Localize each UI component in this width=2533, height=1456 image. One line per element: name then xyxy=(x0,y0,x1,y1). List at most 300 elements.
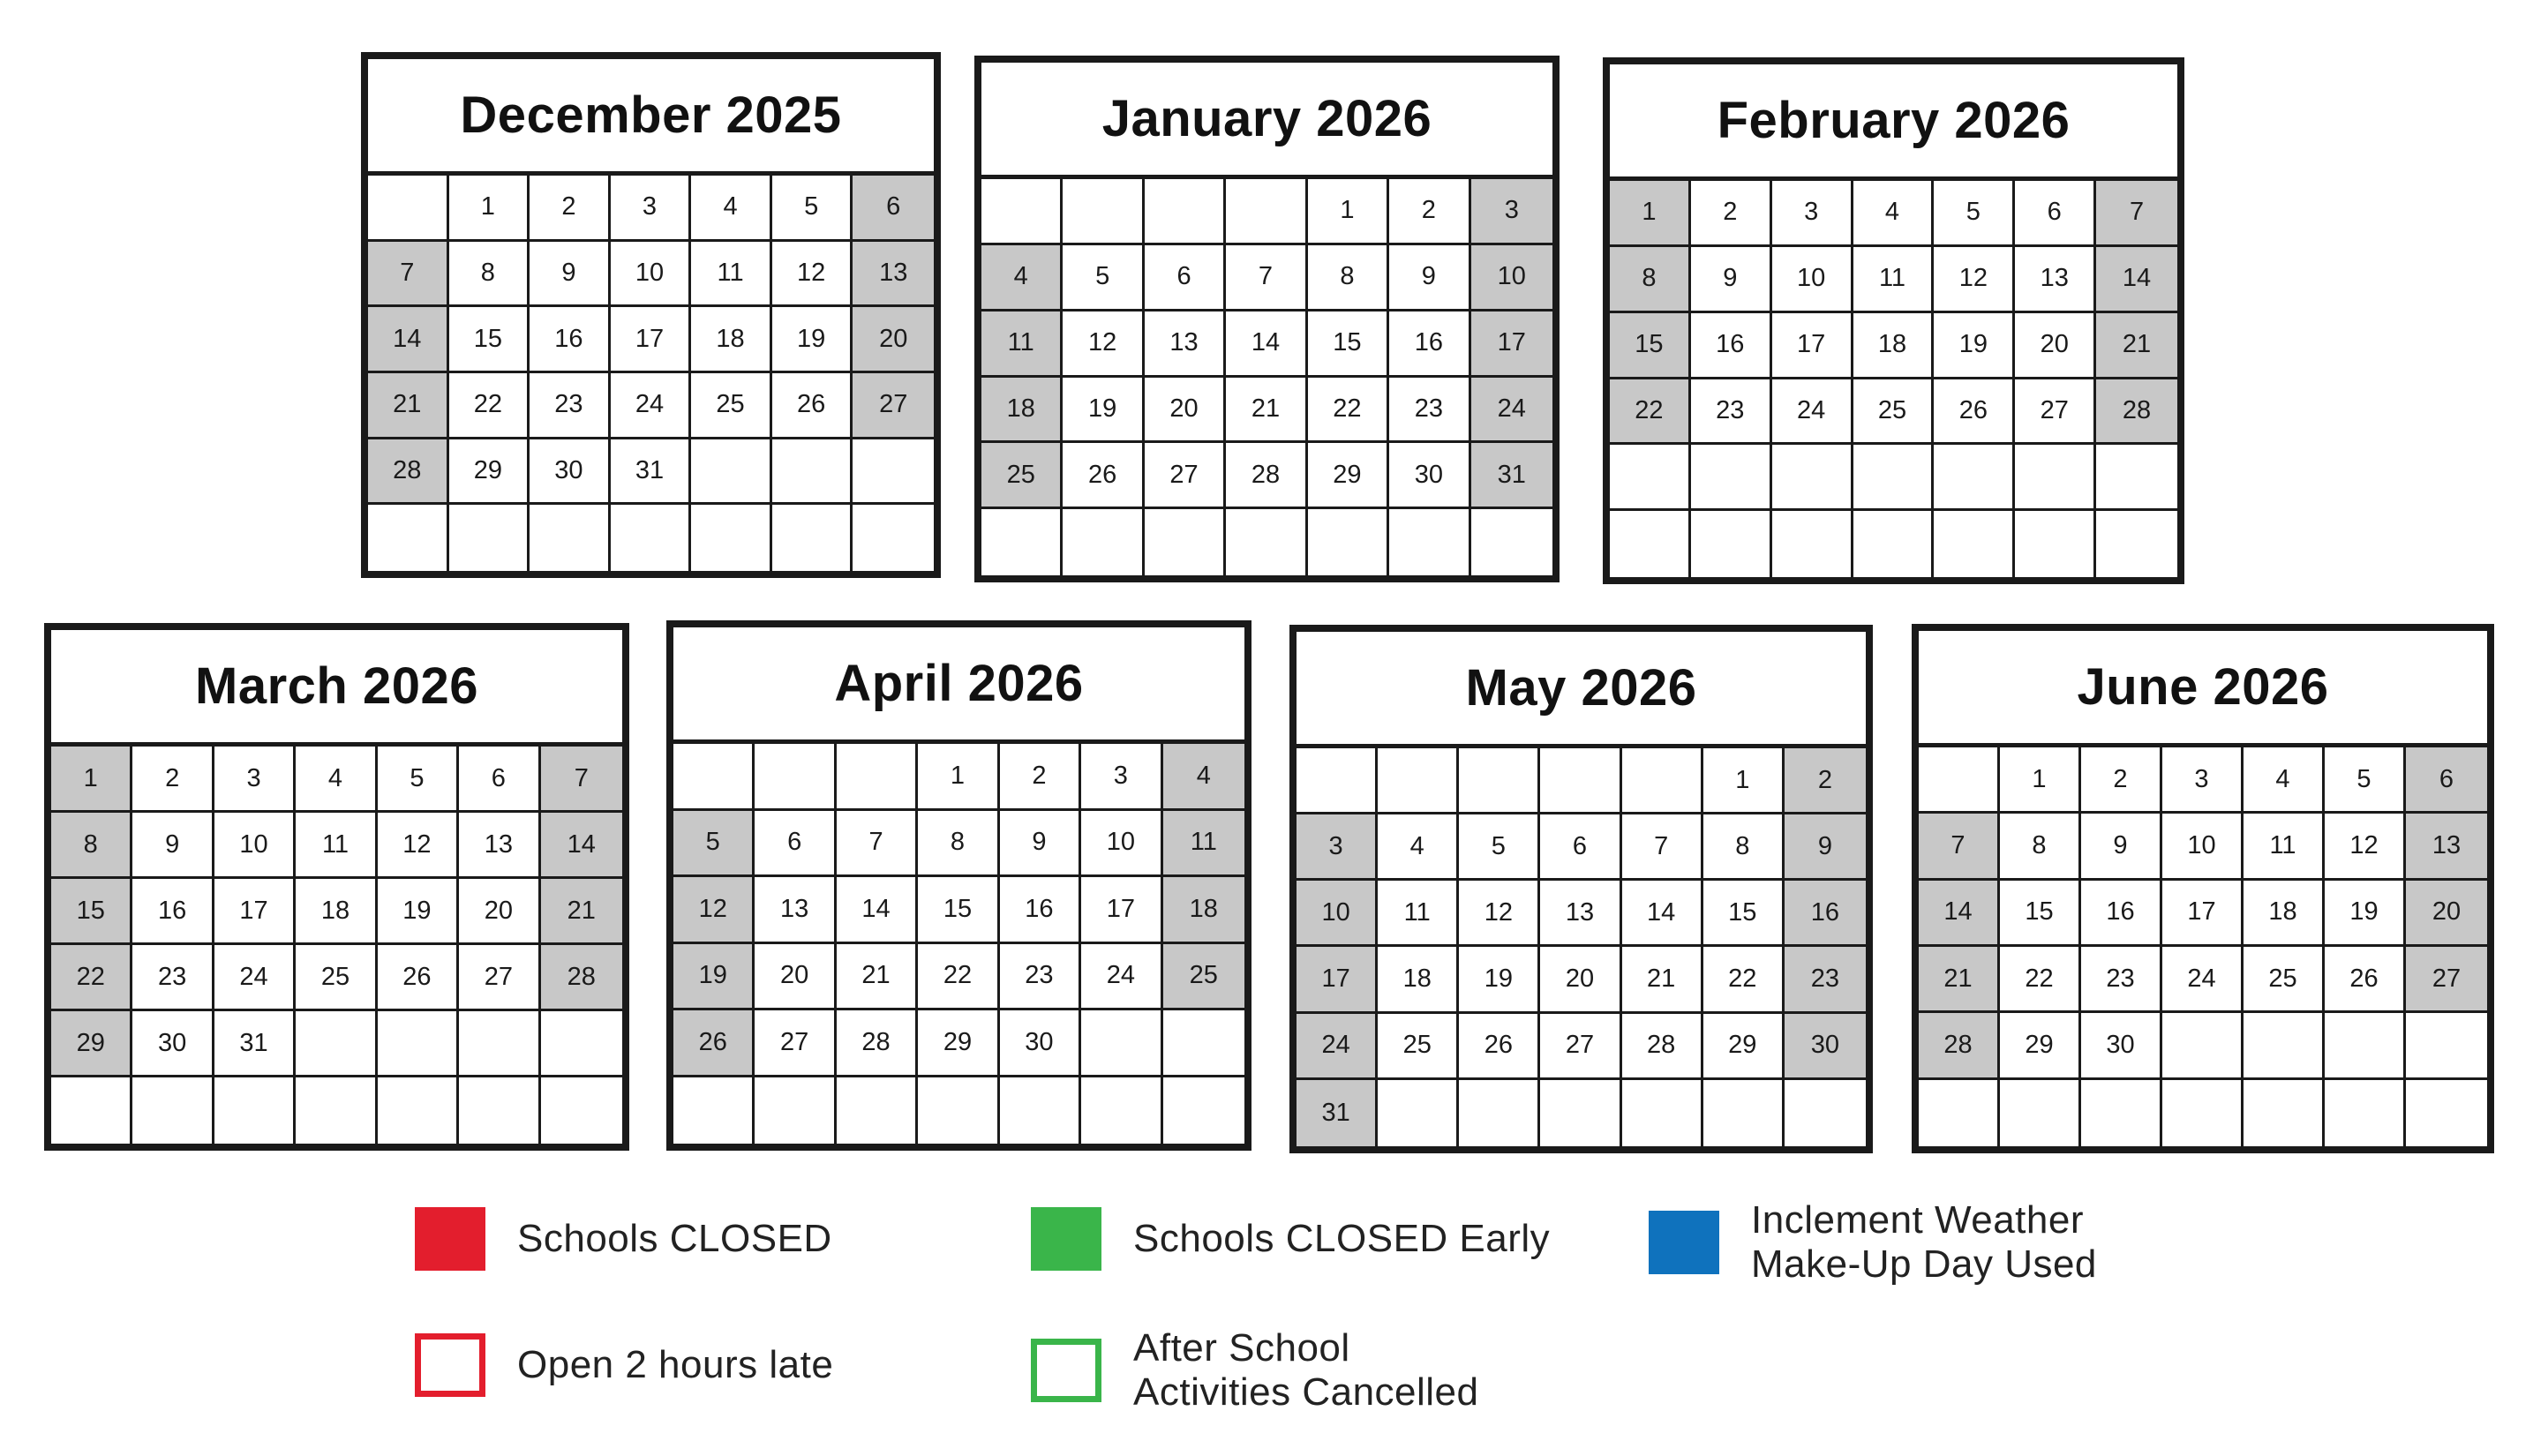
day-grid xyxy=(981,179,1552,575)
day-cell: 18 xyxy=(1853,313,1935,379)
legend-label: Open 2 hours late xyxy=(517,1343,834,1386)
empty-cell xyxy=(296,1011,377,1077)
empty-cell xyxy=(1934,511,2015,577)
day-cell: 1 xyxy=(2000,747,2081,814)
legend-swatch-closed-early xyxy=(1031,1207,1101,1271)
day-cell: 17 xyxy=(214,879,296,945)
empty-cell xyxy=(530,505,611,571)
empty-cell xyxy=(1063,509,1144,575)
day-cell: 29 xyxy=(918,1010,999,1077)
day-cell: 8 xyxy=(2000,814,2081,880)
day-cell: 23 xyxy=(530,373,611,439)
empty-cell xyxy=(1226,509,1307,575)
day-cell: 17 xyxy=(611,307,692,373)
day-cell: 24 xyxy=(1297,1014,1378,1080)
empty-cell xyxy=(837,744,918,811)
day-cell: 3 xyxy=(214,747,296,813)
day-cell: 28 xyxy=(1622,1014,1703,1080)
empty-cell xyxy=(673,744,755,811)
day-cell: 30 xyxy=(1000,1010,1081,1077)
day-cell: 21 xyxy=(837,944,918,1011)
day-cell: 14 xyxy=(2096,247,2177,313)
day-cell: 19 xyxy=(1934,313,2015,379)
day-cell: 30 xyxy=(2081,1013,2162,1079)
day-cell: 31 xyxy=(214,1011,296,1077)
day-cell: 22 xyxy=(918,944,999,1011)
empty-cell xyxy=(1145,509,1226,575)
day-cell: 14 xyxy=(837,877,918,944)
empty-cell xyxy=(1226,179,1307,245)
day-cell: 11 xyxy=(1163,811,1244,878)
day-cell: 19 xyxy=(673,944,755,1011)
empty-cell xyxy=(2162,1013,2244,1079)
empty-cell xyxy=(2406,1013,2487,1079)
day-cell: 3 xyxy=(1471,179,1552,245)
day-cell: 25 xyxy=(1378,1014,1459,1080)
empty-cell xyxy=(673,1077,755,1145)
day-cell: 13 xyxy=(755,877,836,944)
day-cell: 25 xyxy=(981,443,1063,509)
empty-cell xyxy=(1163,1010,1244,1077)
legend-inclement xyxy=(1649,1198,2097,1287)
calendar-month xyxy=(974,56,1560,582)
day-cell: 15 xyxy=(449,307,530,373)
day-cell: 24 xyxy=(1772,379,1853,446)
day-cell: 27 xyxy=(1540,1014,1621,1080)
day-cell: 8 xyxy=(1703,814,1785,881)
empty-cell xyxy=(2162,1080,2244,1146)
day-cell: 29 xyxy=(449,439,530,506)
day-cell: 3 xyxy=(1297,814,1378,881)
empty-cell xyxy=(1919,1080,2000,1146)
day-cell: 12 xyxy=(673,877,755,944)
day-cell: 27 xyxy=(459,945,540,1011)
day-cell: 12 xyxy=(1063,311,1144,378)
empty-cell xyxy=(378,1077,459,1144)
day-cell: 15 xyxy=(51,879,132,945)
empty-cell xyxy=(2244,1080,2325,1146)
day-cell: 7 xyxy=(1622,814,1703,881)
calendar-month xyxy=(1912,624,2494,1153)
month-title: April 2026 xyxy=(673,627,1244,744)
legend-after-school xyxy=(1031,1326,1479,1415)
day-cell: 31 xyxy=(1297,1080,1378,1146)
empty-cell xyxy=(51,1077,132,1144)
day-cell: 4 xyxy=(296,747,377,813)
day-cell: 7 xyxy=(1919,814,2000,880)
day-cell: 19 xyxy=(378,879,459,945)
month-title: March 2026 xyxy=(51,630,622,747)
day-cell: 9 xyxy=(1785,814,1866,881)
day-cell: 22 xyxy=(2000,947,2081,1013)
empty-cell xyxy=(1785,1080,1866,1146)
day-cell: 17 xyxy=(1471,311,1552,378)
day-cell: 18 xyxy=(691,307,772,373)
day-cell: 5 xyxy=(1934,181,2015,247)
day-cell: 27 xyxy=(2406,947,2487,1013)
day-cell: 10 xyxy=(214,813,296,879)
day-cell: 18 xyxy=(2244,881,2325,947)
day-cell: 17 xyxy=(1772,313,1853,379)
day-grid xyxy=(673,744,1244,1144)
empty-cell xyxy=(1471,509,1552,575)
empty-cell xyxy=(2244,1013,2325,1079)
empty-cell xyxy=(1389,509,1470,575)
day-cell: 11 xyxy=(981,311,1063,378)
empty-cell xyxy=(1622,748,1703,814)
day-cell: 24 xyxy=(611,373,692,439)
day-cell: 30 xyxy=(1389,443,1470,509)
day-cell: 25 xyxy=(691,373,772,439)
day-cell: 21 xyxy=(2096,313,2177,379)
day-cell: 16 xyxy=(2081,881,2162,947)
day-cell: 16 xyxy=(530,307,611,373)
day-cell: 22 xyxy=(51,945,132,1011)
day-cell: 30 xyxy=(530,439,611,506)
day-cell: 15 xyxy=(1610,313,1691,379)
day-grid xyxy=(1610,181,2177,577)
legend-open-late xyxy=(415,1333,833,1397)
empty-cell xyxy=(772,439,853,506)
day-cell: 22 xyxy=(1610,379,1691,446)
day-cell: 16 xyxy=(1389,311,1470,378)
day-cell: 26 xyxy=(1459,1014,1540,1080)
day-cell: 28 xyxy=(541,945,622,1011)
day-cell: 10 xyxy=(1081,811,1162,878)
empty-cell xyxy=(2325,1080,2406,1146)
empty-cell xyxy=(1703,1080,1785,1146)
day-cell: 2 xyxy=(1000,744,1081,811)
day-cell: 20 xyxy=(2406,881,2487,947)
day-cell: 23 xyxy=(1000,944,1081,1011)
day-cell: 4 xyxy=(691,176,772,242)
day-cell: 14 xyxy=(1919,881,2000,947)
legend-swatch-open-late xyxy=(415,1333,485,1397)
empty-cell xyxy=(981,179,1063,245)
legend-closed-early xyxy=(1031,1207,1550,1271)
day-grid xyxy=(51,747,622,1144)
day-cell: 7 xyxy=(837,811,918,878)
day-cell: 24 xyxy=(1471,378,1552,444)
day-cell: 30 xyxy=(132,1011,214,1077)
empty-cell xyxy=(296,1077,377,1144)
empty-cell xyxy=(1853,511,1935,577)
day-cell: 7 xyxy=(1226,245,1307,311)
empty-cell xyxy=(853,505,934,571)
day-cell: 5 xyxy=(2325,747,2406,814)
empty-cell xyxy=(1308,509,1389,575)
day-cell: 7 xyxy=(368,242,449,308)
day-cell: 10 xyxy=(2162,814,2244,880)
day-cell: 13 xyxy=(1145,311,1226,378)
day-cell: 8 xyxy=(51,813,132,879)
day-cell: 9 xyxy=(132,813,214,879)
day-cell: 17 xyxy=(1297,947,1378,1013)
legend-line: Activities Cancelled xyxy=(1133,1370,1479,1414)
day-cell: 25 xyxy=(2244,947,2325,1013)
empty-cell xyxy=(2325,1013,2406,1079)
day-cell: 15 xyxy=(1703,881,1785,947)
day-cell: 29 xyxy=(1308,443,1389,509)
day-cell: 27 xyxy=(755,1010,836,1077)
day-cell: 6 xyxy=(853,176,934,242)
empty-cell xyxy=(1459,748,1540,814)
day-cell: 9 xyxy=(1389,245,1470,311)
month-title: June 2026 xyxy=(1919,631,2487,747)
empty-cell xyxy=(541,1077,622,1144)
day-cell: 17 xyxy=(2162,881,2244,947)
calendar-month xyxy=(666,620,1251,1151)
day-cell: 14 xyxy=(368,307,449,373)
empty-cell xyxy=(1459,1080,1540,1146)
empty-cell xyxy=(1378,748,1459,814)
day-cell: 2 xyxy=(132,747,214,813)
empty-cell xyxy=(368,505,449,571)
day-cell: 15 xyxy=(1308,311,1389,378)
day-cell: 13 xyxy=(853,242,934,308)
day-cell: 12 xyxy=(1934,247,2015,313)
empty-cell xyxy=(2096,445,2177,511)
day-cell: 28 xyxy=(1919,1013,2000,1079)
day-cell: 21 xyxy=(1226,378,1307,444)
day-cell: 21 xyxy=(1622,947,1703,1013)
empty-cell xyxy=(1691,511,1772,577)
day-cell: 20 xyxy=(2015,313,2096,379)
day-cell: 1 xyxy=(1308,179,1389,245)
day-cell: 16 xyxy=(1000,877,1081,944)
day-cell: 16 xyxy=(1785,881,1866,947)
calendar-month xyxy=(1603,57,2184,584)
day-cell: 22 xyxy=(449,373,530,439)
day-cell: 4 xyxy=(981,245,1063,311)
day-cell: 10 xyxy=(611,242,692,308)
empty-cell xyxy=(2406,1080,2487,1146)
day-cell: 14 xyxy=(1226,311,1307,378)
empty-cell xyxy=(132,1077,214,1144)
day-cell: 31 xyxy=(1471,443,1552,509)
day-cell: 27 xyxy=(2015,379,2096,446)
day-cell: 23 xyxy=(1785,947,1866,1013)
empty-cell xyxy=(1691,445,1772,511)
day-cell: 26 xyxy=(1934,379,2015,446)
day-cell: 23 xyxy=(1389,378,1470,444)
day-cell: 10 xyxy=(1471,245,1552,311)
day-cell: 4 xyxy=(2244,747,2325,814)
day-cell: 25 xyxy=(1163,944,1244,1011)
day-cell: 23 xyxy=(1691,379,1772,446)
calendar-month xyxy=(44,623,629,1151)
day-grid xyxy=(1297,748,1866,1146)
empty-cell xyxy=(1378,1080,1459,1146)
day-cell: 8 xyxy=(918,811,999,878)
day-cell: 29 xyxy=(1703,1014,1785,1080)
empty-cell xyxy=(981,509,1063,575)
day-grid xyxy=(368,176,934,571)
empty-cell xyxy=(1000,1077,1081,1145)
day-cell: 17 xyxy=(1081,877,1162,944)
empty-cell xyxy=(853,439,934,506)
day-cell: 6 xyxy=(459,747,540,813)
legend-label: Schools CLOSED Early xyxy=(1133,1217,1551,1260)
empty-cell xyxy=(755,1077,836,1145)
day-cell: 12 xyxy=(772,242,853,308)
day-cell: 20 xyxy=(755,944,836,1011)
empty-cell xyxy=(1540,748,1621,814)
empty-cell xyxy=(1163,1077,1244,1145)
empty-cell xyxy=(2015,445,2096,511)
empty-cell xyxy=(459,1011,540,1077)
day-cell: 2 xyxy=(1785,748,1866,814)
legend-line: Make-Up Day Used xyxy=(1751,1242,2097,1286)
day-cell: 14 xyxy=(541,813,622,879)
day-cell: 11 xyxy=(2244,814,2325,880)
day-cell: 2 xyxy=(1691,181,1772,247)
month-title: May 2026 xyxy=(1297,632,1866,748)
empty-cell xyxy=(1772,511,1853,577)
day-cell: 3 xyxy=(611,176,692,242)
day-cell: 12 xyxy=(378,813,459,879)
legend-label xyxy=(1751,1198,2097,1287)
day-cell: 2 xyxy=(1389,179,1470,245)
day-cell: 9 xyxy=(1691,247,1772,313)
day-grid xyxy=(1919,747,2487,1146)
day-cell: 6 xyxy=(2406,747,2487,814)
empty-cell xyxy=(691,505,772,571)
empty-cell xyxy=(1622,1080,1703,1146)
empty-cell xyxy=(449,505,530,571)
empty-cell xyxy=(611,505,692,571)
empty-cell xyxy=(368,176,449,242)
day-cell: 7 xyxy=(541,747,622,813)
day-cell: 7 xyxy=(2096,181,2177,247)
empty-cell xyxy=(1934,445,2015,511)
day-cell: 15 xyxy=(918,877,999,944)
empty-cell xyxy=(1772,445,1853,511)
day-cell: 6 xyxy=(755,811,836,878)
empty-cell xyxy=(1081,1077,1162,1145)
day-cell: 9 xyxy=(2081,814,2162,880)
day-cell: 6 xyxy=(1540,814,1621,881)
empty-cell xyxy=(1081,1010,1162,1077)
day-cell: 20 xyxy=(1540,947,1621,1013)
day-cell: 9 xyxy=(1000,811,1081,878)
empty-cell xyxy=(691,439,772,506)
day-cell: 23 xyxy=(2081,947,2162,1013)
day-cell: 20 xyxy=(459,879,540,945)
day-cell: 24 xyxy=(2162,947,2244,1013)
empty-cell xyxy=(772,505,853,571)
day-cell: 2 xyxy=(2081,747,2162,814)
day-cell: 12 xyxy=(1459,881,1540,947)
day-cell: 23 xyxy=(132,945,214,1011)
day-cell: 1 xyxy=(449,176,530,242)
empty-cell xyxy=(2015,511,2096,577)
day-cell: 5 xyxy=(772,176,853,242)
day-cell: 25 xyxy=(1853,379,1935,446)
day-cell: 28 xyxy=(1226,443,1307,509)
empty-cell xyxy=(2096,511,2177,577)
day-cell: 3 xyxy=(2162,747,2244,814)
empty-cell xyxy=(2000,1080,2081,1146)
day-cell: 27 xyxy=(1145,443,1226,509)
day-cell: 10 xyxy=(1772,247,1853,313)
day-cell: 11 xyxy=(1378,881,1459,947)
day-cell: 6 xyxy=(2015,181,2096,247)
empty-cell xyxy=(1145,179,1226,245)
day-cell: 21 xyxy=(541,879,622,945)
day-cell: 13 xyxy=(2406,814,2487,880)
day-cell: 30 xyxy=(1785,1014,1866,1080)
day-cell: 13 xyxy=(459,813,540,879)
day-cell: 6 xyxy=(1145,245,1226,311)
day-cell: 22 xyxy=(1703,947,1785,1013)
empty-cell xyxy=(1297,748,1378,814)
day-cell: 18 xyxy=(296,879,377,945)
month-title: January 2026 xyxy=(981,63,1552,179)
legend-line: Inclement Weather xyxy=(1751,1198,2084,1242)
empty-cell xyxy=(1063,179,1144,245)
day-cell: 26 xyxy=(772,373,853,439)
day-cell: 8 xyxy=(1308,245,1389,311)
day-cell: 1 xyxy=(51,747,132,813)
day-cell: 26 xyxy=(2325,947,2406,1013)
day-cell: 11 xyxy=(691,242,772,308)
legend-swatch-after-school xyxy=(1031,1339,1101,1402)
day-cell: 25 xyxy=(296,945,377,1011)
day-cell: 5 xyxy=(1459,814,1540,881)
calendar-month xyxy=(1289,625,1873,1153)
legend-closed xyxy=(415,1207,832,1271)
day-cell: 5 xyxy=(378,747,459,813)
day-cell: 27 xyxy=(853,373,934,439)
day-cell: 15 xyxy=(2000,881,2081,947)
day-cell: 29 xyxy=(51,1011,132,1077)
empty-cell xyxy=(1610,445,1691,511)
day-cell: 28 xyxy=(837,1010,918,1077)
day-cell: 3 xyxy=(1081,744,1162,811)
day-cell: 12 xyxy=(2325,814,2406,880)
day-cell: 11 xyxy=(296,813,377,879)
day-cell: 1 xyxy=(918,744,999,811)
day-cell: 26 xyxy=(378,945,459,1011)
day-cell: 18 xyxy=(1378,947,1459,1013)
day-cell: 5 xyxy=(673,811,755,878)
day-cell: 18 xyxy=(981,378,1063,444)
day-cell: 19 xyxy=(1459,947,1540,1013)
month-title: February 2026 xyxy=(1610,64,2177,181)
legend-line: After School xyxy=(1133,1326,1350,1370)
day-cell: 9 xyxy=(530,242,611,308)
day-cell: 14 xyxy=(1622,881,1703,947)
day-cell: 24 xyxy=(214,945,296,1011)
day-cell: 31 xyxy=(611,439,692,506)
empty-cell xyxy=(378,1011,459,1077)
empty-cell xyxy=(541,1011,622,1077)
day-cell: 10 xyxy=(1297,881,1378,947)
day-cell: 1 xyxy=(1610,181,1691,247)
day-cell: 13 xyxy=(1540,881,1621,947)
day-cell: 3 xyxy=(1772,181,1853,247)
day-cell: 4 xyxy=(1378,814,1459,881)
empty-cell xyxy=(1540,1080,1621,1146)
day-cell: 16 xyxy=(132,879,214,945)
empty-cell xyxy=(918,1077,999,1145)
day-cell: 26 xyxy=(1063,443,1144,509)
day-cell: 4 xyxy=(1163,744,1244,811)
empty-cell xyxy=(755,744,836,811)
day-cell: 8 xyxy=(1610,247,1691,313)
day-cell: 8 xyxy=(449,242,530,308)
